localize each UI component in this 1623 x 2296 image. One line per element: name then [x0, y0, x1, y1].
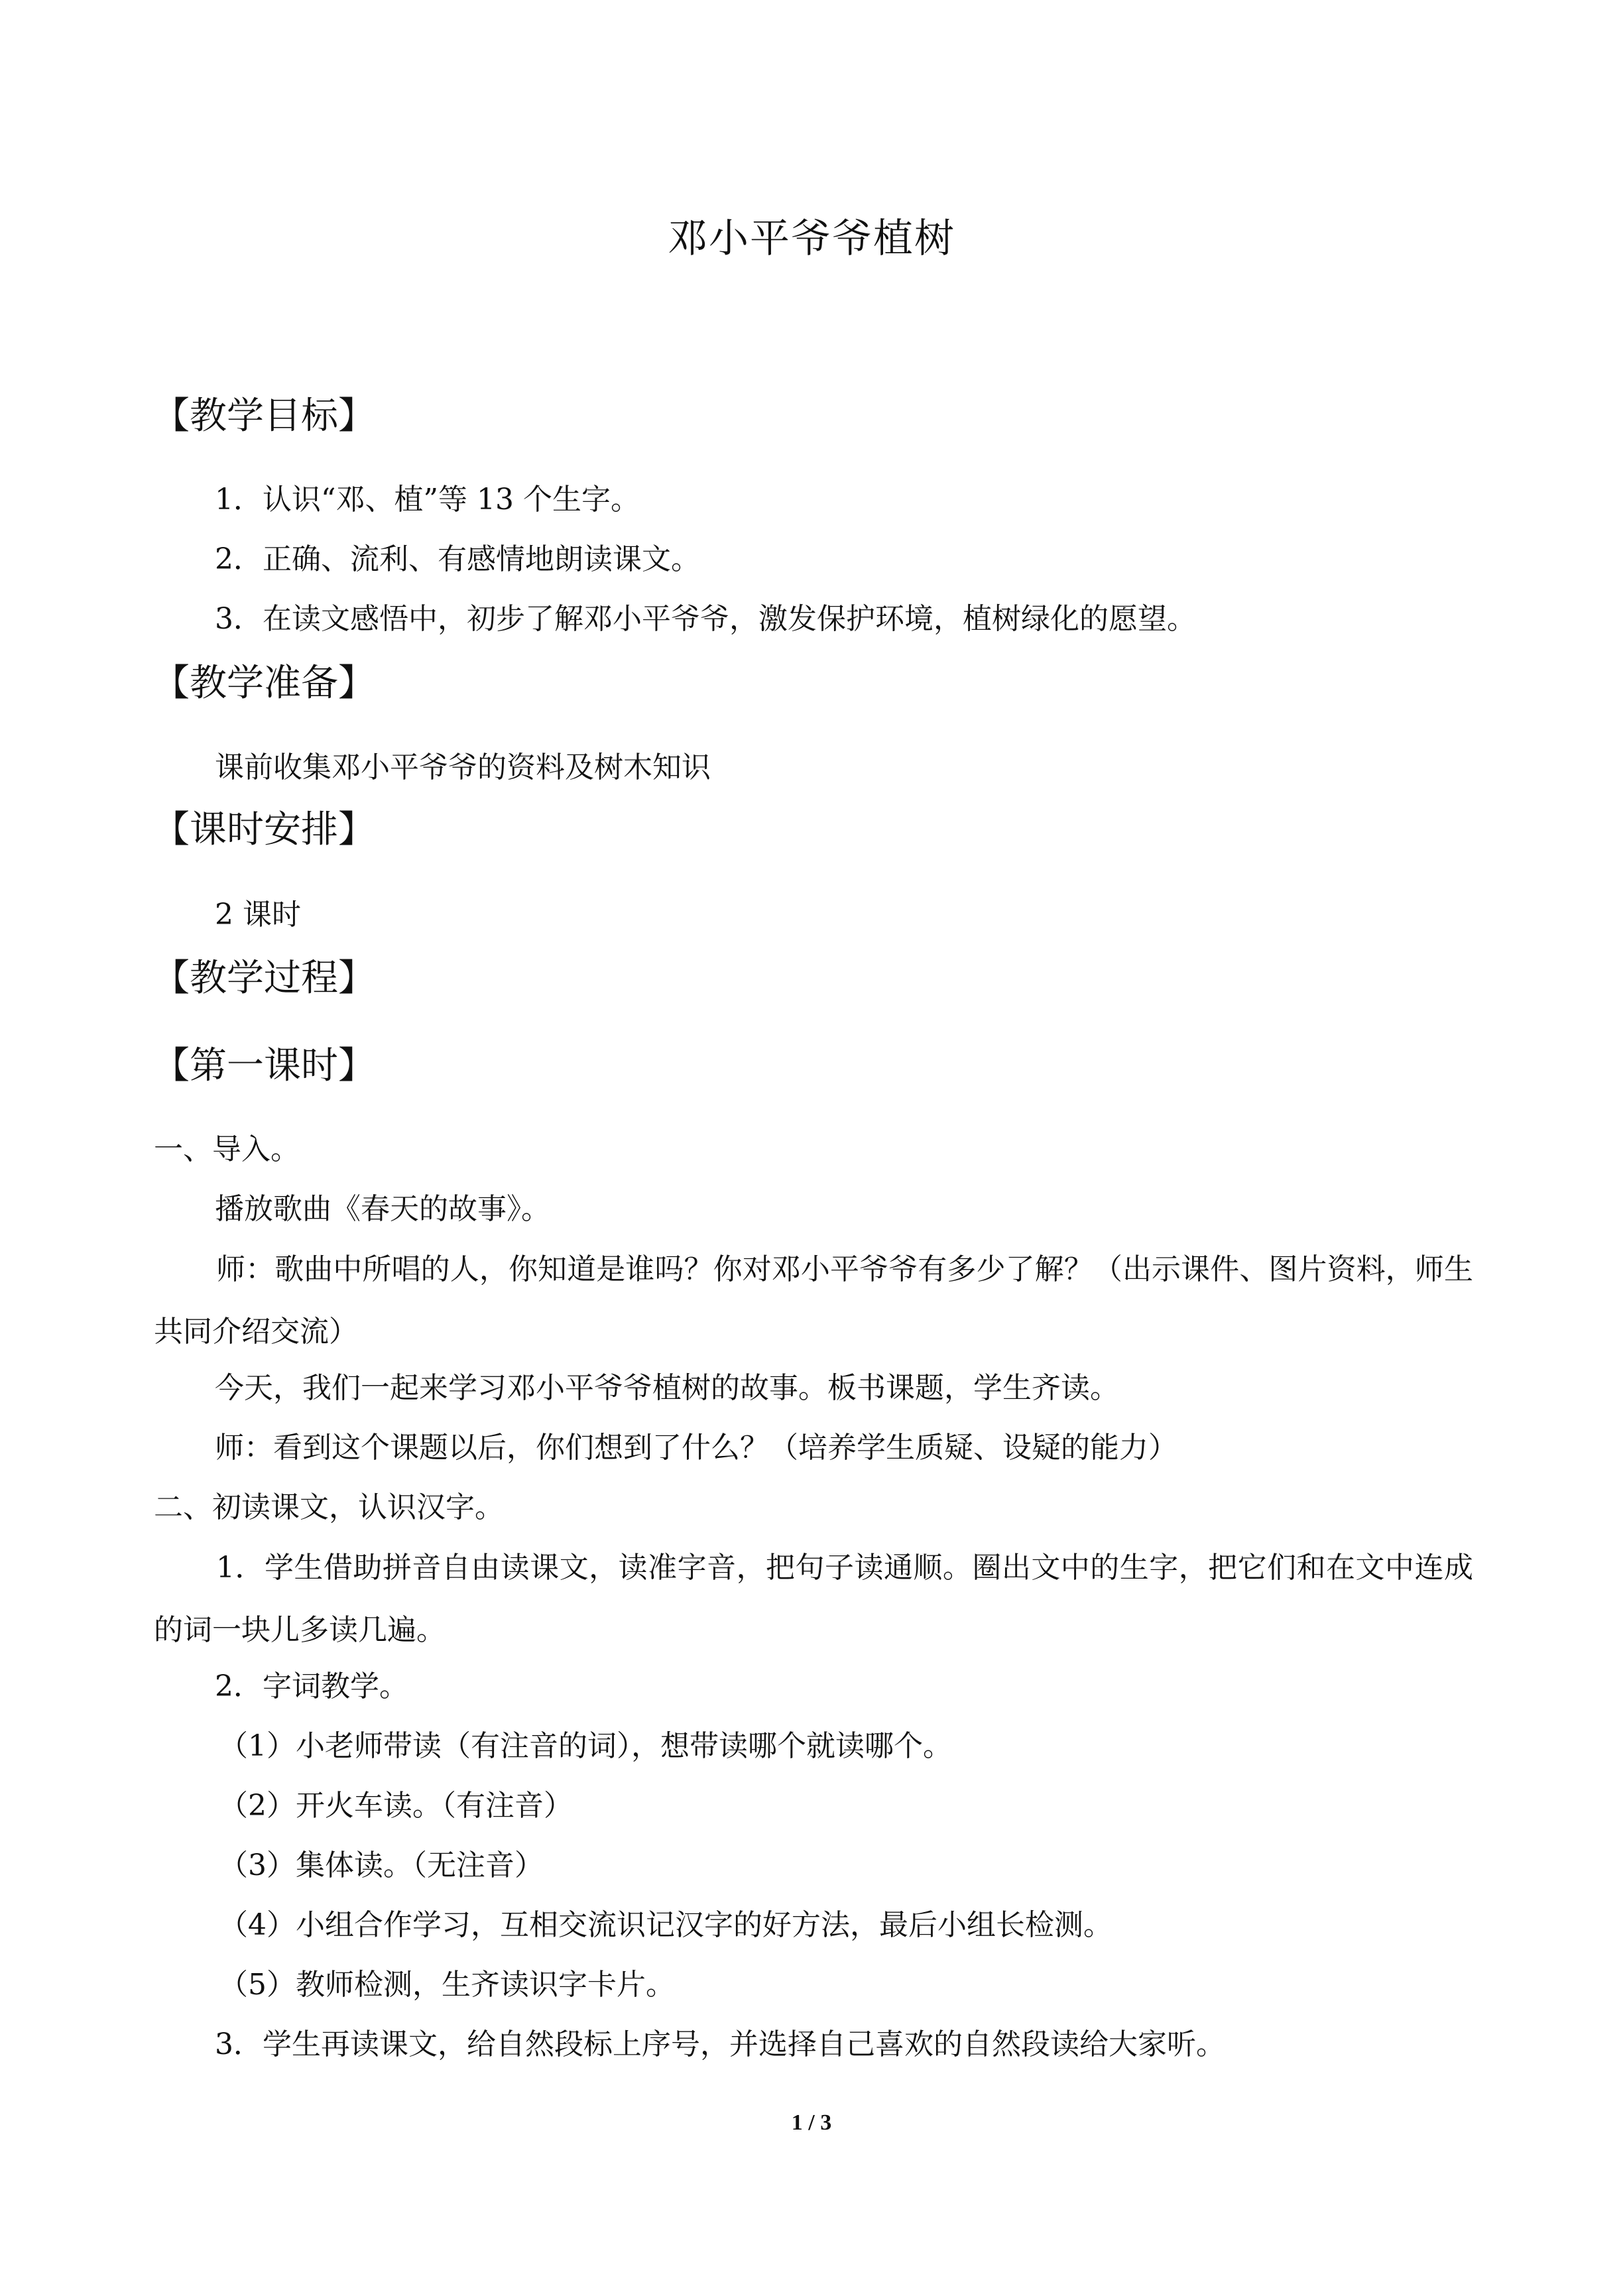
part1-line-1: 播放歌曲《春天的故事》。 [215, 1192, 550, 1226]
goal-item-2: 2．正确、流利、有感情地朗读课文。 [215, 542, 700, 576]
heading-teaching-goals: 【教学目标】 [152, 394, 375, 438]
goal-item-1: 1．认识“邓、植”等 13 个生字。 [215, 483, 640, 516]
part2-line-1: 1．学生借助拼音自由读课文，读准字音，把句子读通顺。圈出文中的生字，把它们和在文中连成的词一块儿多读几遍。 [154, 1551, 1473, 1647]
part2-sub-2: （2）开火车读。（有注音） [219, 1789, 573, 1823]
part2-sub-4: （4）小组合作学习，互相交流识记汉字的好方法，最后小组长检测。 [219, 1908, 1112, 1942]
part2-line-2: 2．字词教学。 [215, 1669, 408, 1703]
page-number: 1 / 3 [791, 2110, 832, 2135]
page-title: 邓小平爷爷植树 [668, 215, 955, 262]
part2-sub-3: （3）集体读。（无注音） [219, 1848, 544, 1882]
prep-text: 课前收集邓小平爷爷的资料及树木知识 [215, 751, 711, 784]
goal-item-3: 3．在读文感悟中，初步了解邓小平爷爷，激发保护环境，植树绿化的愿望。 [215, 602, 1196, 636]
heading-schedule: 【课时安排】 [152, 808, 375, 851]
part2-title: 二、初读课文，认识汉字。 [154, 1490, 504, 1524]
heading-teaching-process: 【教学过程】 [152, 957, 375, 1000]
heading-first-lesson: 【第一课时】 [152, 1044, 375, 1087]
part1-title: 一、导入。 [154, 1132, 300, 1166]
part2-sub-5: （5）教师检测，生齐读识字卡片。 [219, 1968, 675, 2002]
part2-line-3: 3．学生再读课文，给自然段标上序号，并选择自己喜欢的自然段读给大家听。 [215, 2027, 1225, 2061]
part1-line-2: 师：歌曲中所唱的人，你知道是谁吗？你对邓小平爷爷有多少了解？（出示课件、图片资料，师生共同介绍交流） [154, 1252, 1473, 1349]
part1-line-4: 师：看到这个课题以后，你们想到了什么？（培养学生质疑、设疑的能力） [215, 1431, 1177, 1465]
part2-sub-1: （1）小老师带读（有注音的词），想带读哪个就读哪个。 [219, 1729, 952, 1763]
schedule-text: 2 课时 [215, 898, 301, 932]
part1-line-3: 今天，我们一起来学习邓小平爷爷植树的故事。板书课题，学生齐读。 [215, 1371, 1119, 1405]
heading-teaching-prep: 【教学准备】 [152, 662, 375, 705]
